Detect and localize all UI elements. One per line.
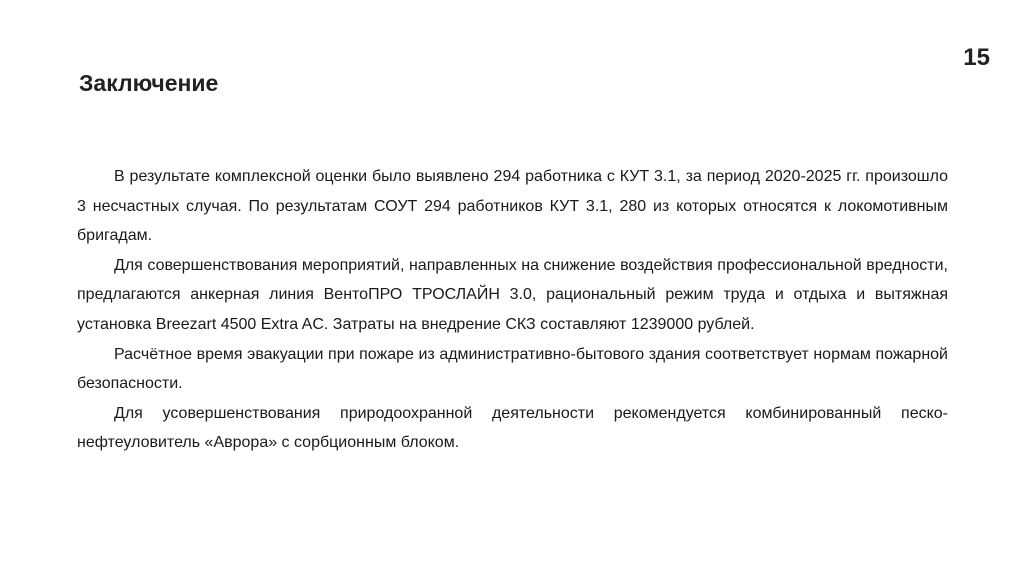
slide-title: Заключение xyxy=(79,70,219,96)
slide-number: 15 xyxy=(963,44,990,71)
paragraph-assessment: В результате комплексной оценки было выявлено 294 работника с КУТ 3.1, за период 2020-2025 гг. произошло 3 несчастных случая. По результатам СОУТ 294 работников КУТ 3.1, 280 из которых относятся к локомотивным бригадам. xyxy=(77,168,948,245)
paragraph-environment: Для усовершенствования природоохранной деятельности рекомендуется комбинированный песко-нефтеуловитель «Аврора» с сорбционным блоком. xyxy=(77,404,948,452)
slide-body xyxy=(77,162,948,458)
paragraph-measures: Для совершенствования мероприятий, направленных на снижение воздействия профессиональной вредности, предлагаются анкерная линия ВентоПРО ТРОСЛАЙН 3.0, рациональный режим труда и отдыха и вытяжная установка Breezart 4500 Extra AC. Затраты на внедрение СКЗ составляют 1239000 рублей. xyxy=(77,256,948,333)
paragraph-evacuation: Расчётное время эвакуации при пожаре из административно-бытового здания соответствует нормам пожарной безопасности. xyxy=(77,345,948,393)
